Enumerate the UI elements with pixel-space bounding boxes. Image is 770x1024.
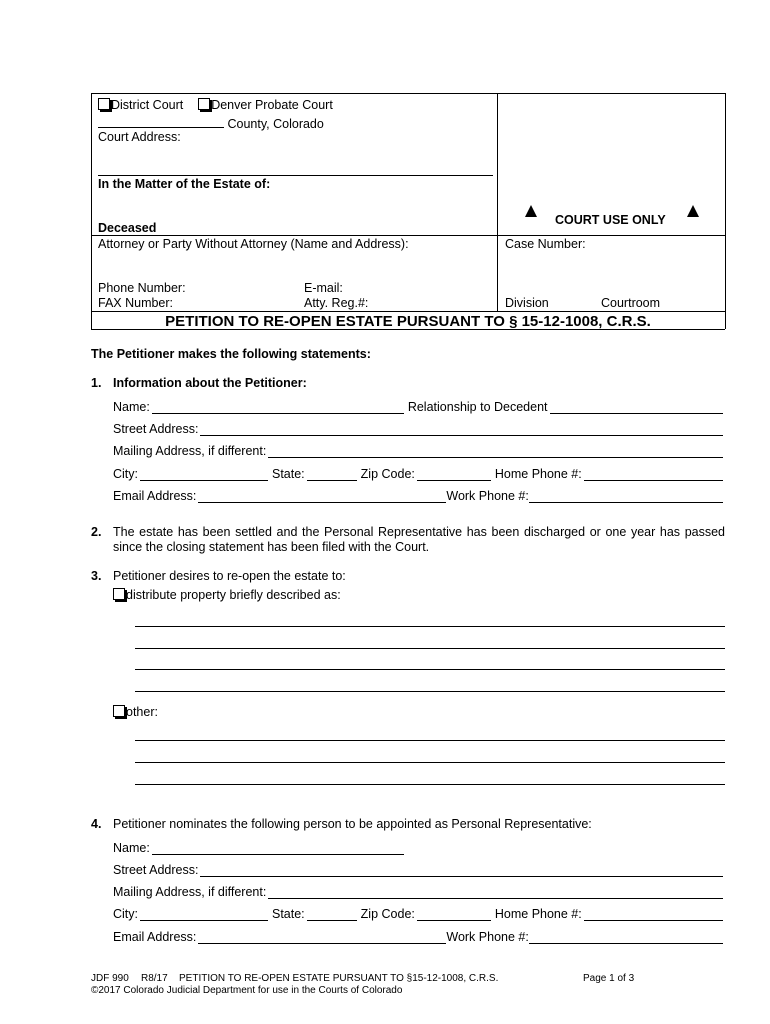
distribute-label: distribute property briefly described as: xyxy=(126,588,341,602)
email-label: E-mail: xyxy=(304,281,343,295)
zip-label: Zip Code: xyxy=(360,467,415,481)
city-label: City: xyxy=(113,467,138,481)
nominee-work-phone-field[interactable] xyxy=(529,931,723,944)
petitioner-work-phone-field[interactable] xyxy=(529,490,723,503)
intro-statement: The Petitioner makes the following statements: xyxy=(91,347,371,361)
nominee-home-phone-field[interactable] xyxy=(584,908,723,921)
arrow-up-right-icon xyxy=(687,205,699,217)
mailing-label: Mailing Address, if different: xyxy=(113,444,267,458)
other-line[interactable] xyxy=(135,784,725,785)
name-label: Name: xyxy=(113,841,150,855)
petitioner-street-row xyxy=(113,420,725,436)
petitioner-zip-field[interactable] xyxy=(417,468,491,481)
mailing-label: Mailing Address, if different: xyxy=(113,885,267,899)
zip-label: Zip Code: xyxy=(360,907,415,921)
nominee-city-row xyxy=(113,905,725,921)
distribute-line[interactable] xyxy=(135,669,725,670)
section-2-text: The estate has been settled and the Personal Representative has been discharged or one year has passed since the closing statement has been filed with the Court. xyxy=(113,525,725,554)
court-use-only-label: COURT USE ONLY xyxy=(555,213,666,227)
footer-page-number: Page 1 of 3 xyxy=(583,973,635,984)
street-label: Street Address: xyxy=(113,422,199,436)
petitioner-name-field[interactable] xyxy=(152,401,404,414)
attorney-label: Attorney or Party Without Attorney (Name and Address): xyxy=(98,237,409,251)
petitioner-mailing-row xyxy=(113,442,725,458)
petitioner-city-row xyxy=(113,465,725,481)
footer-form-id: JDF 990 xyxy=(91,973,129,984)
distribute-option xyxy=(113,588,341,602)
home-phone-label: Home Phone #: xyxy=(494,467,582,481)
state-label: State: xyxy=(272,467,305,481)
nominee-name-row xyxy=(113,839,725,855)
case-number-label: Case Number: xyxy=(505,237,586,251)
nominee-street-field[interactable] xyxy=(200,864,723,877)
other-checkbox[interactable] xyxy=(113,705,125,717)
page-title: PETITION TO RE-OPEN ESTATE PURSUANT TO § 15-12-1008, C.R.S. xyxy=(165,313,651,330)
petitioner-street-field[interactable] xyxy=(200,423,723,436)
nominee-mailing-field[interactable] xyxy=(268,886,723,899)
petitioner-email-field[interactable] xyxy=(198,490,446,503)
footer-form-title: PETITION TO RE-OPEN ESTATE PURSUANT TO §15-12-1008, C.R.S. xyxy=(179,973,499,984)
other-line[interactable] xyxy=(135,762,725,763)
work-phone-label: Work Phone #: xyxy=(446,489,529,503)
other-option xyxy=(113,705,158,719)
atty-reg-label: Atty. Reg.#: xyxy=(304,296,369,310)
section-3-text: Petitioner desires to re-open the estate to: xyxy=(113,569,346,583)
county-blank[interactable] xyxy=(98,115,224,128)
denver-probate-court-label: Denver Probate Court xyxy=(211,98,333,112)
county-label: County, Colorado xyxy=(227,117,324,131)
distribute-line[interactable] xyxy=(135,626,725,627)
distribute-checkbox[interactable] xyxy=(113,588,125,600)
nominee-zip-field[interactable] xyxy=(417,908,491,921)
section-4-number: 4. xyxy=(91,817,102,831)
nominee-email-field[interactable] xyxy=(198,931,446,944)
footer-copyright: ©2017 Colorado Judicial Department for use in the Courts of Colorado xyxy=(91,985,403,996)
section-1-number: 1. xyxy=(91,376,102,390)
arrow-up-left-icon xyxy=(525,205,537,217)
footer-revision: R8/17 xyxy=(141,973,168,984)
nominee-mailing-row xyxy=(113,883,725,899)
petitioner-name-row xyxy=(113,398,725,414)
court-selection xyxy=(98,98,333,112)
street-label: Street Address: xyxy=(113,863,199,877)
distribute-line[interactable] xyxy=(135,648,725,649)
nominee-city-field[interactable] xyxy=(140,908,268,921)
relationship-label: Relationship to Decedent xyxy=(407,400,548,414)
in-the-matter-label: In the Matter of the Estate of: xyxy=(98,177,271,191)
petitioner-state-field[interactable] xyxy=(307,468,357,481)
nominee-email-row xyxy=(113,928,725,944)
nominee-name-field[interactable] xyxy=(152,842,404,855)
home-phone-label: Home Phone #: xyxy=(494,907,582,921)
email-address-label: Email Address: xyxy=(113,489,197,503)
district-court-checkbox[interactable] xyxy=(98,98,110,110)
petitioner-home-phone-field[interactable] xyxy=(584,468,723,481)
section-4-text: Petitioner nominates the following person to be appointed as Personal Representative: xyxy=(113,817,592,831)
fax-number-label: FAX Number: xyxy=(98,296,174,310)
petitioner-city-field[interactable] xyxy=(140,468,268,481)
name-label: Name: xyxy=(113,400,150,414)
other-label: other: xyxy=(126,705,158,719)
section-3-number: 3. xyxy=(91,569,102,583)
deceased-label: Deceased xyxy=(98,221,157,235)
nominee-state-field[interactable] xyxy=(307,908,357,921)
district-court-label: District Court xyxy=(111,98,184,112)
city-label: City: xyxy=(113,907,138,921)
email-address-label: Email Address: xyxy=(113,930,197,944)
division-label: Division xyxy=(505,296,549,310)
phone-number-label: Phone Number: xyxy=(98,281,186,295)
denver-probate-court-checkbox[interactable] xyxy=(198,98,210,110)
section-1-heading: Information about the Petitioner: xyxy=(113,376,307,390)
relationship-field[interactable] xyxy=(550,401,723,414)
nominee-street-row xyxy=(113,861,725,877)
county-line xyxy=(98,115,324,131)
petitioner-email-row xyxy=(113,487,725,503)
work-phone-label: Work Phone #: xyxy=(446,930,529,944)
petitioner-mailing-field[interactable] xyxy=(268,445,723,458)
other-line[interactable] xyxy=(135,740,725,741)
section-2-number: 2. xyxy=(91,525,102,539)
distribute-line[interactable] xyxy=(135,691,725,692)
court-address-label: Court Address: xyxy=(98,130,181,144)
courtroom-label: Courtroom xyxy=(601,296,661,310)
state-label: State: xyxy=(272,907,305,921)
